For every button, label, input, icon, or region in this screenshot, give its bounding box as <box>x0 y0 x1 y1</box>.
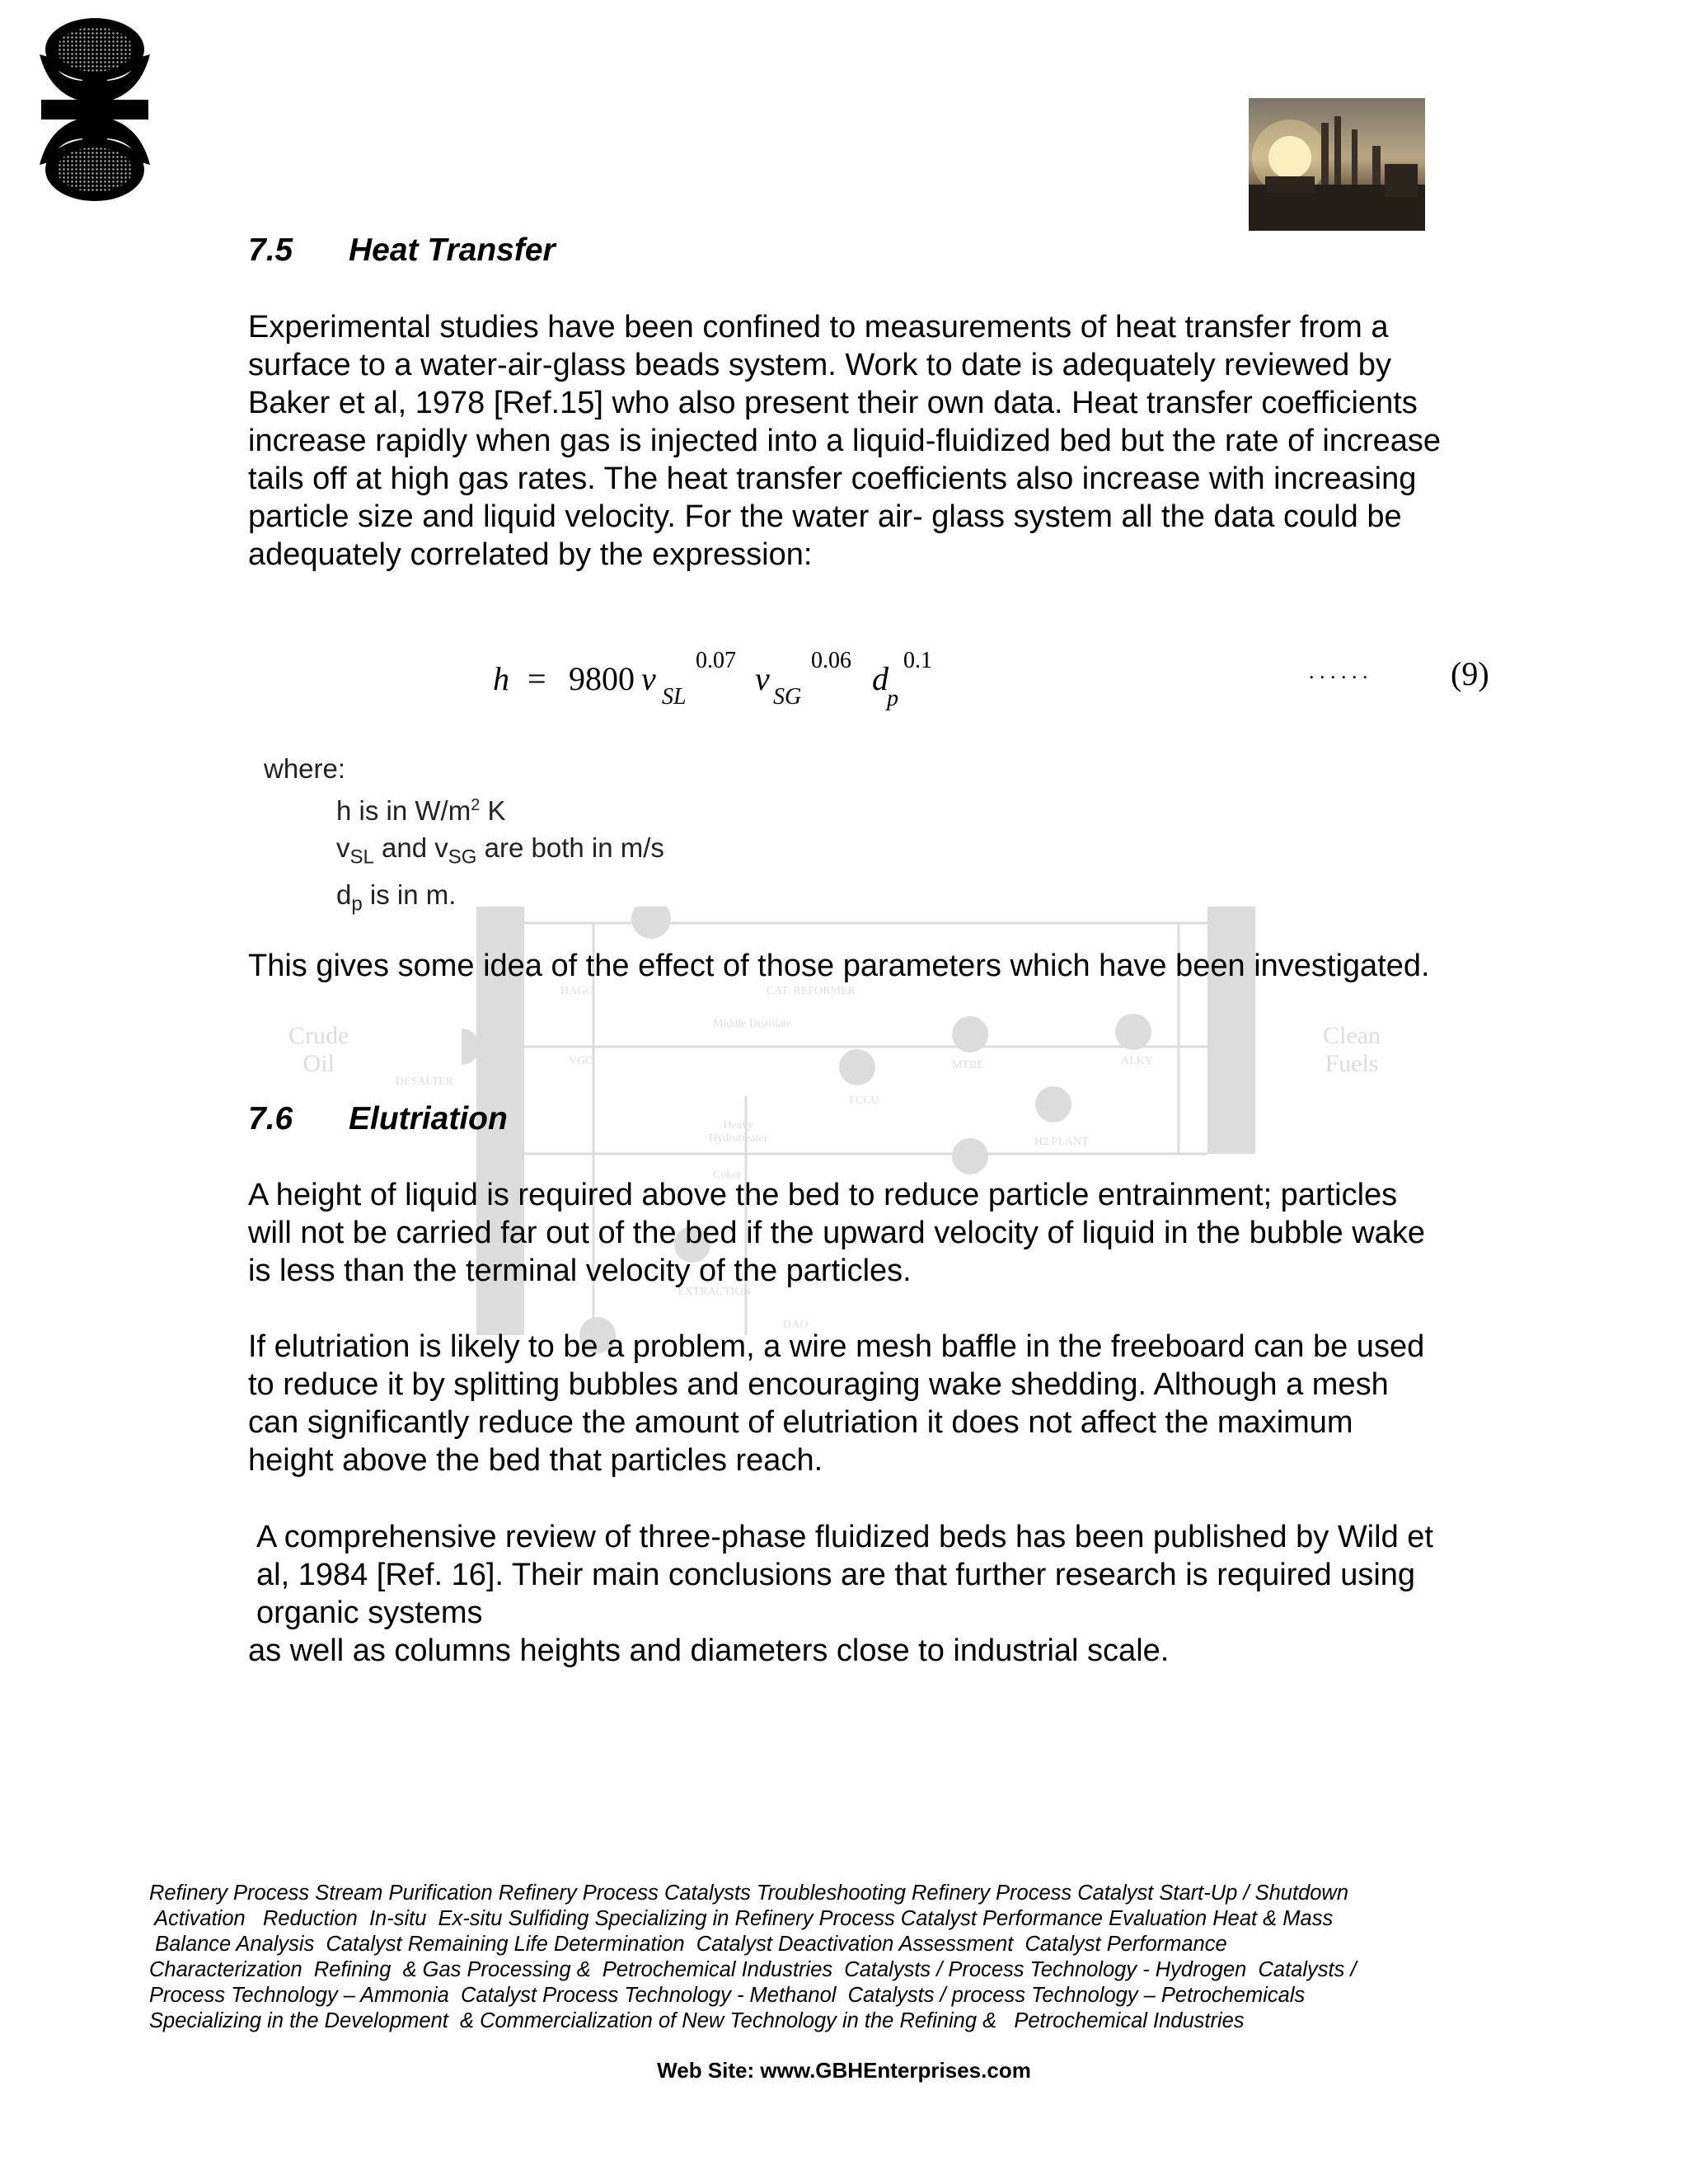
wm-oil: Oil <box>302 1050 335 1077</box>
where-d-unit: is in m. <box>362 879 457 910</box>
where-sub-sg: SG <box>448 846 477 869</box>
footer-line: Balance Analysis Catalyst Remaining Life Determination Catalyst Deactivation Assessment Catalyst Performance <box>149 1933 1227 1956</box>
eq-sup-sg: 0.06 <box>811 648 851 673</box>
where-line-v <box>264 829 664 876</box>
wm-extraction: EXTRACTION <box>678 1286 752 1298</box>
section-number: 7.6 <box>248 1101 293 1137</box>
company-logo <box>33 15 157 204</box>
where-d: d <box>336 879 352 910</box>
paragraph-review <box>248 1518 1443 1670</box>
section-title: Elutriation <box>349 1101 508 1137</box>
paragraph-elutriation-1: A height of liquid is required above the bed to reduce particle entrainment; particles will not be carried far out of the bed if the upward velocity of liquid in the bubble wake is less than the terminal velocity of the particles. <box>248 1178 1425 1288</box>
footer-line: Process Technology – Ammonia Catalyst Process Technology - Methanol Catalysts / process Technology – Petrochemicals <box>149 1984 1306 2007</box>
eq-sub-p: p <box>887 686 898 711</box>
eq-sup-p: 0.1 <box>903 648 932 673</box>
paragraph-effect: This gives some idea of the effect of those parameters which have been investigated. <box>248 949 1430 983</box>
wm-alky: ALKY <box>1121 1055 1153 1067</box>
where-line-h <box>264 787 664 829</box>
where-sub-sl: SL <box>349 846 374 869</box>
wm-hydrotreater: Hydrotreater <box>709 1132 768 1145</box>
wm-vgo: VGO <box>569 1055 594 1067</box>
eq-v-sg: v <box>755 660 770 697</box>
footer-line: Specializing in the Development & Commercialization of New Technology in the Refining & Petrochemical Industries <box>149 2009 1245 2032</box>
where-label: where: <box>264 753 346 784</box>
where-h-sup: 2 <box>471 796 481 814</box>
eq-sub-sl: SL <box>662 684 687 710</box>
footer-line: Activation Reduction In-situ Ex-situ Sulfiding Specializing in Refinery Process Catalyst Performance Evaluation Heat & Mass <box>149 1907 1334 1930</box>
review-line-2: as well as columns heights and diameters close to industrial scale. <box>248 1633 1170 1668</box>
equation-9 <box>493 648 1507 725</box>
where-sub-p: p <box>351 893 363 916</box>
wm-middle-distillate: Middle Distillate <box>713 1018 792 1030</box>
eq-d-p: d <box>872 660 889 697</box>
footer-line: Characterization Refining & Gas Processing & Petrochemical Industries Catalysts / Process Technology - Hydrogen Catalysts / <box>149 1958 1357 1981</box>
eq-sup-sl: 0.07 <box>696 648 736 673</box>
where-h-unit: K <box>480 795 506 826</box>
eq-h: h <box>493 660 509 697</box>
wm-mtbe: MTBE <box>952 1059 984 1071</box>
paragraph-elutriation-2: If elutriation is likely to be a problem, a wire mesh baffle in the freeboard can be used to reduce it by splitting bubbles and encouraging wake shedding. Although a mesh can significantly reduce the amount of elutriation it does not affect the maximum height above the bed that particles reach. <box>248 1329 1425 1478</box>
section-heading-7-6 <box>248 1101 508 1137</box>
wm-crude: Crude <box>288 1022 349 1049</box>
wm-h2-plant: H2 PLANT <box>1034 1136 1089 1148</box>
wm-fuels: Fuels <box>1325 1050 1379 1077</box>
eq-dots: . . . . . . <box>1309 659 1368 683</box>
wm-coker: Coker <box>713 1169 742 1181</box>
refinery-photo <box>1249 98 1425 231</box>
wm-heavy: Heavy <box>723 1119 754 1132</box>
review-line-1: A comprehensive review of three-phase fluidized beds has been published by Wild et al, 1984 [Ref. 16]. Their main conclusions are that further research is required using organic systems <box>256 1520 1433 1630</box>
where-v-unit: are both in m/s <box>476 832 664 863</box>
eq-equals: = <box>528 660 546 697</box>
wm-clean: Clean <box>1323 1022 1381 1049</box>
section-number: 7.5 <box>248 232 293 268</box>
footer-services <box>149 1881 1550 2034</box>
where-block <box>264 750 664 922</box>
section-title: Heat Transfer <box>349 232 556 268</box>
where-h-text: h is in W/m <box>336 795 471 826</box>
paragraph-heat-transfer: Experimental studies have been confined to measurements of heat transfer from a surface to a water-air-glass beads system. Work to date is adequately reviewed by Baker et al, 1978 [Ref.15] who also present their own data. Heat transfer coefficients increase rapidly when gas is injected into a liquid-fluidized bed but the rate of increase tails off at high gas rates. The heat transfer coefficients also increase with increasing particle size and liquid velocity. For the water air- glass system all the data could be adequately correlated by the expression: <box>248 310 1441 572</box>
eq-sub-sg: SG <box>773 684 802 710</box>
wm-desalter: DESALTER <box>396 1076 454 1088</box>
eq-v-sl: v <box>641 660 656 697</box>
section-heading-7-5 <box>248 232 556 269</box>
where-v-1: v <box>336 832 350 863</box>
where-v-mid: and v <box>373 832 448 863</box>
eq-number: (9) <box>1451 655 1489 692</box>
footer-line: Refinery Process Stream Purification Refinery Process Catalysts Troubleshooting Refinery Process Catalyst Start-Up / Shutdown <box>149 1882 1349 1905</box>
eq-coefficient: 9800 <box>569 660 635 697</box>
website-link[interactable]: Web Site: www.GBHEnterprises.com <box>657 2058 1031 2083</box>
wm-fccu: FCCU <box>849 1094 879 1107</box>
wm-dao: DAO <box>783 1319 809 1331</box>
wm-cat-reformer: CAT. REFORMER <box>767 985 856 997</box>
where-line-d <box>264 876 664 923</box>
wm-hago: HAGO <box>560 985 594 997</box>
